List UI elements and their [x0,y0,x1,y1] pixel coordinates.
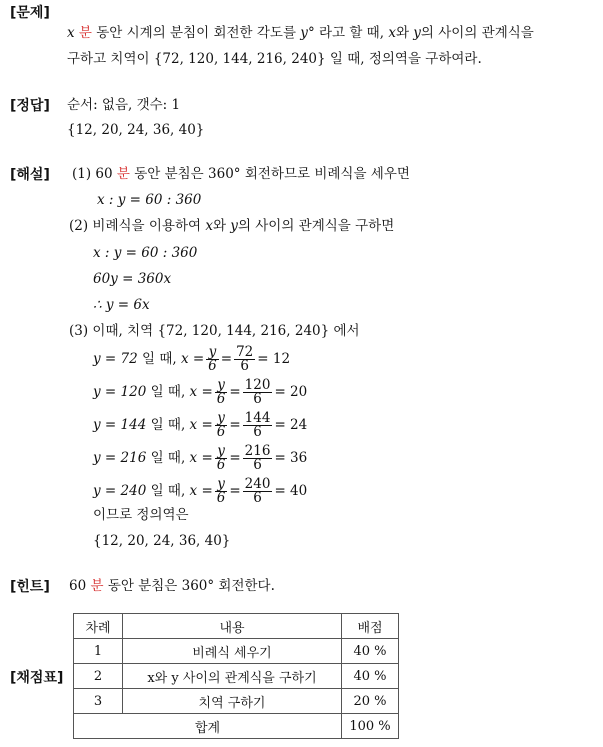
fraction-denominator: 6 [253,391,262,407]
fraction-numerator: 144 [244,410,271,426]
result: = 36 [274,450,308,466]
row-text: 일 때, [146,417,190,433]
domain-row [93,412,307,439]
rubric-total-label: 합계 [74,714,342,739]
var-x: x [67,25,75,41]
equals: = [229,483,241,499]
fraction-denominator: 6 [240,358,249,374]
rubric-cell: 20 % [342,689,399,714]
fraction-denominator: 6 [216,424,226,440]
row-text: 일 때, [146,483,190,499]
x-equals: x = [189,483,213,499]
rubric-cell: x와 y 사이의 관계식을 구하기 [123,664,342,689]
fraction-numerator: y [215,478,228,492]
fraction-value [243,478,273,505]
x-equals: x = [189,384,213,400]
fraction-denominator: 6 [253,457,262,473]
solution-step-3: (3) 이때, 치역 {72, 120, 144, 216, 240} 에서 [69,323,360,339]
fraction-numerator: y [215,379,228,393]
solution-step-2 [69,217,394,235]
fraction-numerator: y [215,412,228,426]
fraction-denominator: 6 [253,424,262,440]
equals: = [220,351,233,367]
fraction-denominator: 6 [216,457,226,473]
fraction-y-over-6 [215,445,228,472]
rubric-row [74,639,399,664]
y-value: y = 120 [93,384,147,400]
rubric-header-row [74,614,399,639]
x-equals: x = [189,417,213,433]
problem-text: 동안 시계의 분침이 회전한 각도를 [91,25,301,41]
domain-row [93,445,307,472]
fraction-value [243,445,273,472]
row-text: 일 때, [146,450,190,466]
rubric-total-row [74,714,399,739]
rubric-cell: 40 % [342,639,399,664]
rubric-cell: 1 [74,639,123,664]
domain-row [93,478,307,505]
equation: x : y = 60 : 360 [97,192,202,208]
fraction-denominator: 6 [208,358,217,374]
answer-label: [정답] [10,98,50,114]
solution-step-1 [72,165,410,183]
equation: ∴ y = 6x [93,297,150,313]
result: = 12 [257,351,291,367]
problem-label: [문제] [10,5,50,21]
domain-set: {12, 20, 24, 36, 40} [93,533,231,549]
rubric-table [73,613,399,739]
unit-minute: 분 [78,25,92,41]
rubric-label: [채점표] [10,670,64,686]
fraction-y-over-6 [215,379,228,406]
result: = 24 [274,417,308,433]
fraction-numerator: 72 [236,344,254,360]
rubric-header: 차례 [74,614,123,639]
equals: = [229,384,241,400]
fraction-value [234,346,255,373]
solution-label: [해설] [10,167,50,183]
problem-line-1 [67,24,534,42]
rubric-cell: 비례식 세우기 [123,639,342,664]
fraction-numerator: y [206,346,219,360]
x-equals: x = [189,450,213,466]
hint-text [69,577,275,595]
fraction-value [243,412,273,439]
domain-row [93,379,307,406]
answer-line-1: 순서: 없음, 갯수: 1 [67,97,181,113]
answer-set: {12, 20, 24, 36, 40} [67,122,205,138]
fraction-numerator: 240 [244,476,271,492]
fraction-numerator: 120 [244,377,271,393]
step-text: 의 사이의 관계식을 구하면 [237,218,395,234]
hint-text-part: 60 [69,578,91,594]
equals: = [229,417,241,433]
unit-minute: 분 [90,578,104,594]
x-equals: x = [180,351,205,367]
equals: = [229,450,241,466]
y-value: y = 72 [93,351,138,367]
rubric-cell: 3 [74,689,123,714]
fraction-y-over-6 [215,412,228,439]
rubric-cell: 치역 구하기 [123,689,342,714]
fraction-numerator: 216 [244,443,271,459]
step-text: (2) 비례식을 이용하여 [69,218,206,234]
fraction-y-over-6 [206,346,219,373]
solution-conclusion: 이므로 정의역은 [93,507,189,523]
var-x: x [205,218,213,234]
rubric-cell: 2 [74,664,123,689]
result: = 20 [274,384,308,400]
result: = 40 [274,483,308,499]
step-text: 와 [212,218,231,234]
problem-text: 와 [395,25,414,41]
y-value: y = 240 [93,483,147,499]
var-y: y [230,218,238,234]
step-text: 동안 분침은 360° 회전하므로 비례식을 세우면 [129,166,410,182]
fraction-denominator: 6 [216,391,226,407]
rubric-total-value: 100 % [342,714,399,739]
rubric-header: 배점 [342,614,399,639]
y-value: y = 216 [93,450,147,466]
y-value: y = 144 [93,417,147,433]
var-y: y [300,25,308,41]
problem-line-2: 구하고 치역이 {72, 120, 144, 216, 240} 일 때, 정의역을 구하여라. [67,51,482,67]
row-text: 일 때, [137,351,181,367]
fraction-y-over-6 [215,478,228,505]
rubric-header: 내용 [123,614,342,639]
problem-text: 의 사이의 관계식을 [420,25,534,41]
step-text: (1) 60 [72,166,117,182]
rubric-row [74,664,399,689]
equation: 60y = 360x [93,271,172,287]
var-x: x [388,25,396,41]
rubric-cell: 40 % [342,664,399,689]
fraction-denominator: 6 [253,490,262,506]
fraction-numerator: y [215,445,228,459]
hint-text-part: 동안 분침은 360° 회전한다. [103,578,275,594]
fraction-denominator: 6 [216,490,226,506]
problem-text: ° 라고 할 때, [307,25,389,41]
rubric-row [74,689,399,714]
fraction-value [243,379,273,406]
row-text: 일 때, [146,384,190,400]
hint-label: [힌트] [10,579,50,595]
equation: x : y = 60 : 360 [93,245,198,261]
domain-row [93,346,290,373]
unit-minute: 분 [116,166,130,182]
var-y: y [413,25,421,41]
